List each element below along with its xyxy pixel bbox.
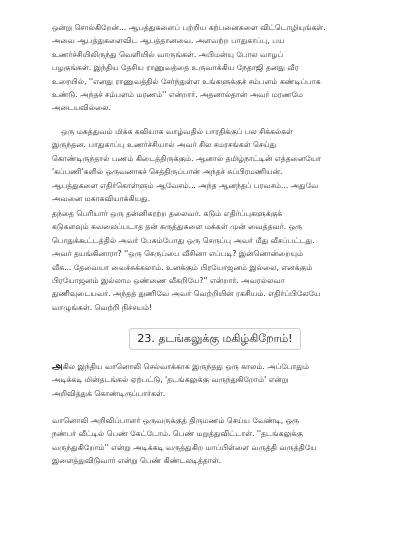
drop-cap: அ bbox=[52, 361, 63, 372]
paragraph-radio bbox=[52, 360, 378, 400]
text-line: வருந்துகிறோம்'' என்று அடிக்கடி வருத்துகிற மாப்பிள்ளை வருத்தி வருத்தியே bbox=[52, 442, 317, 452]
text-line-rest: கில இந்திய வானொலி செல்வாக்காக இருந்தது ஒரு காலம். அப்போதும் bbox=[62, 362, 310, 371]
chapter-title: 23. தடங்கலுக்கு மகிழ்கிறோம்! bbox=[129, 328, 300, 350]
paragraph-risk bbox=[52, 21, 378, 115]
text-line: அவர் தயங்கினாரா? ''ஒரு செருப்பை வீசினா எப்படி? இன்னொன்றையும் bbox=[52, 249, 304, 259]
text-line: வானொலி அறிவிப்பாளர் ஒருவருக்குத் திருமணம் செய்ய வேண்டி, ஒரு bbox=[52, 416, 300, 425]
text-line: வாழுங்கள். வெற்றி நிச்சயம்! bbox=[52, 302, 153, 312]
text-line: கடுகளவும் கவலைப்படாத தன் கருத்துகளை மக்கள் முன் வைத்தவர். ஒரு bbox=[52, 222, 302, 232]
text-line: பொதுக்கூட்டத்தில் அவர் பேசும்போது ஒரு செருப்பு அவர் மீது வீசப்பட்டது. bbox=[52, 235, 315, 245]
text-line: வீசு... தேவையா வைச்சுக்கலாம். உனக்கும் பிரயோஜனம் இல்லை, எனக்கும் bbox=[52, 262, 313, 272]
text-line: உணர்ச்சியிலிருந்து வெளியில் வாருங்கள். அபிமன்யு போல வாழப் bbox=[52, 49, 284, 59]
text-line: அடிக்கடி மின்தடங்கல் ஏற்பட்டு, 'தடங்கலுக்கு வருந்துகிறோம்' என்று bbox=[52, 375, 289, 385]
text-line: நண்பர் வீட்டில் பெண் கேட்டோம். பெண் மறுத்துவிட்டாள். ''தடங்கலுக்கு bbox=[52, 429, 303, 439]
text-line: துணிவுடையவர். அந்தத் துணிவே அவர் வெற்றியின் ரகசியம். எதிர்ப்பிலேயே bbox=[52, 289, 321, 299]
text-line: உண்டு. அந்தச் சம்பளம் மரணம்'' என்றார். அதனால்தான் அவர் மரணமே bbox=[52, 90, 303, 100]
text-line: கொண்டிருந்தால் பணம் கிடைத்திருக்கும். ஆனால் தமிழ்நாட்டின் எத்தனையோ bbox=[52, 153, 322, 163]
text-line: ஆபத்துகளை எதிர்கொள்ளும் ஆவேசம்... அந்த ஆனந்தப் பரவசம்... அதுவே bbox=[52, 180, 319, 190]
text-line: அறிவித்துக் கொண்டிருப்பார்கள். bbox=[52, 388, 166, 398]
text-line: ஒரு மகத்துவம் மிக்க கவியாக வாழ்வதில் பாரதிக்குப் பல சிக்கல்கள் bbox=[61, 127, 293, 136]
paragraph-periyar bbox=[52, 207, 378, 314]
paragraph-announcer bbox=[52, 414, 378, 468]
text-line bbox=[52, 360, 378, 373]
text-line: அவை ஆபத்துகளைவிட ஆபத்தானவை. அளவற்ற பாதுகாப்பு, பய bbox=[52, 36, 285, 46]
text-line: தந்தை பெரியார் ஒரு தன்னிகரற்ற தலைவர். கடும் எதிர்ப்புகளுக்குக் bbox=[52, 209, 283, 218]
text-line: ஒன்று சொல்கிறேன்... ஆபத்துகளைப் பற்றிய கற்பனைகளை விட்டொழியுங்கள். bbox=[52, 23, 326, 32]
text-line: பழகுங்கள். இந்திய தேசிய ராணுவத்தை உருவாக்கிய நேதாஜி தனது வீர bbox=[52, 63, 299, 73]
text-line: அவனை மகாகவியாக்கியது. bbox=[52, 194, 151, 204]
paragraph-bharathi bbox=[52, 125, 378, 205]
text-line: இளைத்துவிடுவார் என்று பெண் கிண்டலடித்தாள். bbox=[52, 456, 222, 466]
text-line: உரையில், ''எனது ராணுவத்தில் சேர்ந்துள்ள உங்களுக்குச் சம்பளம் கண்டிப்பாக bbox=[52, 76, 321, 86]
text-line: அடையவில்லை. bbox=[52, 103, 112, 113]
text-line: பிரயோஜனம் இல்லாம ஒண்ணை வீசுறியே?'' என்றார். அவரல்லவா bbox=[52, 276, 285, 286]
text-line: 'கப்பணி'களில் ஒருவனாகச் செத்திருப்பான் அந்தச் சுப்பிரமணியன். bbox=[52, 167, 283, 177]
chapter-heading bbox=[52, 328, 378, 350]
text-line: இருந்தன. பாதுகாப்பு உணர்ச்சியால் அவர் சில சமரசங்கள் செய்து bbox=[52, 140, 277, 150]
